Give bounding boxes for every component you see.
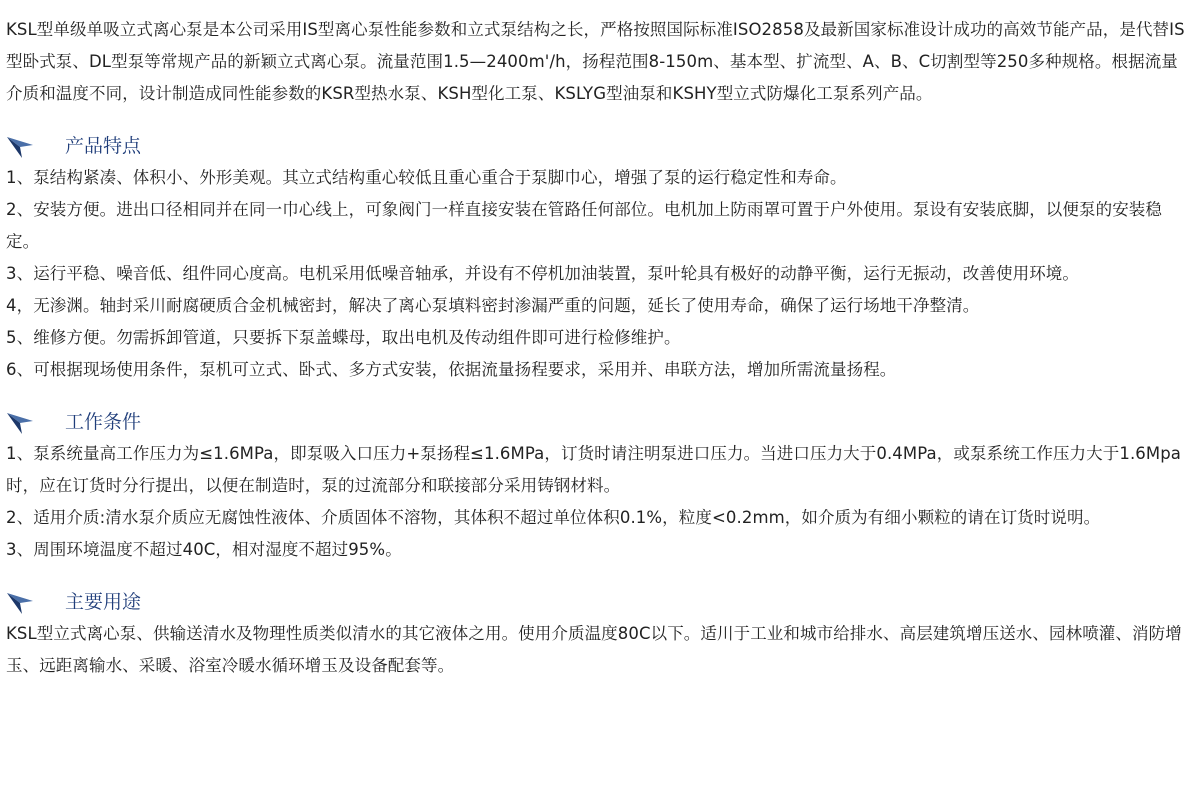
conditions-list — [6, 438, 1192, 566]
intro-paragraph: KSL型单级单吸立式离心泵是本公司采用IS型离心泵性能参数和立式泵结构之长，严格按照国际标准ISO2858及最新国家标准设计成功的高效节能产品，是代替IS型卧式泵、DL型泵等常规产品的新颖立式离心泵。流量范围1.5—2400m'/h，扬程范围8-150m、基本型、扩流型、A、B、C切割型等250多种规格。根据流量介质和温度不同，设计制造成同性能参数的KSR型热水泵、KSH型化工泵、KSLYG型油泵和KSHY型立式防爆化工泵系列产品。 — [6, 20, 1185, 103]
section-heading-features — [6, 131, 1192, 161]
list-item: 6、可根据现场使用条件，泵机可立式、卧式、多方式安装，依据流量扬程要求，采用并、串联方法，增加所需流量扬程。 — [6, 360, 897, 379]
features-list — [6, 162, 1192, 386]
arrow-pointer-icon — [6, 133, 34, 159]
list-item: 1、泵结构紧凑、体积小、外形美观。其立式结构重心较低且重心重合于泵脚巾心，增强了泵的运行稳定性和寿命。 — [6, 168, 847, 187]
list-item: 1、泵系统量高工作压力为≤1.6MPa，即泵吸入口压力+泵扬程≤1.6MPa，订货时请注明泵进口压力。当进口压力大于0.4MPa，或泵系统工作压力大于1.6Mpa时，应在订货时分行提出，以便在制造时，泵的过流部分和联接部分采用铸钢材料。 — [6, 444, 1182, 495]
list-item: 4，无渗渊。轴封采川耐腐硬质合金机械密封，解决了离心泵填料密封渗漏严重的问题，延长了使用寿命，确保了运行场地干净整清。 — [6, 296, 980, 315]
document-body — [6, 14, 1192, 682]
list-item: 2、安装方便。进出口径相同并在同一巾心线上，可象阀门一样直接安装在管路任何部位。电机加上防雨罩可置于户外使用。泵设有安装底脚，以便泵的安装稳定。 — [6, 200, 1162, 251]
list-item: 3、周围环境温度不超过40C，相对湿度不超过95%。 — [6, 540, 402, 559]
section-heading-uses — [6, 587, 1192, 617]
list-item: 3、运行平稳、噪音低、组件同心度高。电机采用低噪音轴承，并设有不停机加油装置，泵叶轮具有极好的动静平衡，运行无振动，改善使用环境。 — [6, 264, 1079, 283]
arrow-pointer-icon — [6, 589, 34, 615]
list-item: 5、维修方便。勿需拆卸管道，只要拆下泵盖蝶母，取出电机及传动组件即可进行检修维护。 — [6, 328, 681, 347]
section-title-features: 产品特点 — [65, 135, 142, 157]
arrow-pointer-icon — [6, 409, 34, 435]
list-item: 2、适用介质:清水泵介质应无腐蚀性液体、介质固体不溶物，其体积不超过单位体积0.1%，粒度<0.2mm，如介质为有细小颗粒的请在订货时说明。 — [6, 508, 1101, 527]
section-heading-conditions — [6, 407, 1192, 437]
section-title-conditions: 工作条件 — [65, 411, 142, 433]
section-title-uses: 主要用途 — [65, 591, 142, 613]
uses-paragraph: KSL型立式离心泵、供输送清水及物理性质类似清水的其它液体之用。使用介质温度80C以下。适川于工业和城市给排水、高层建筑增压送水、园林喷灌、消防增玉、远距离输水、采暖、浴室冷暖水循环增玉及设备配套等。 — [6, 624, 1182, 675]
